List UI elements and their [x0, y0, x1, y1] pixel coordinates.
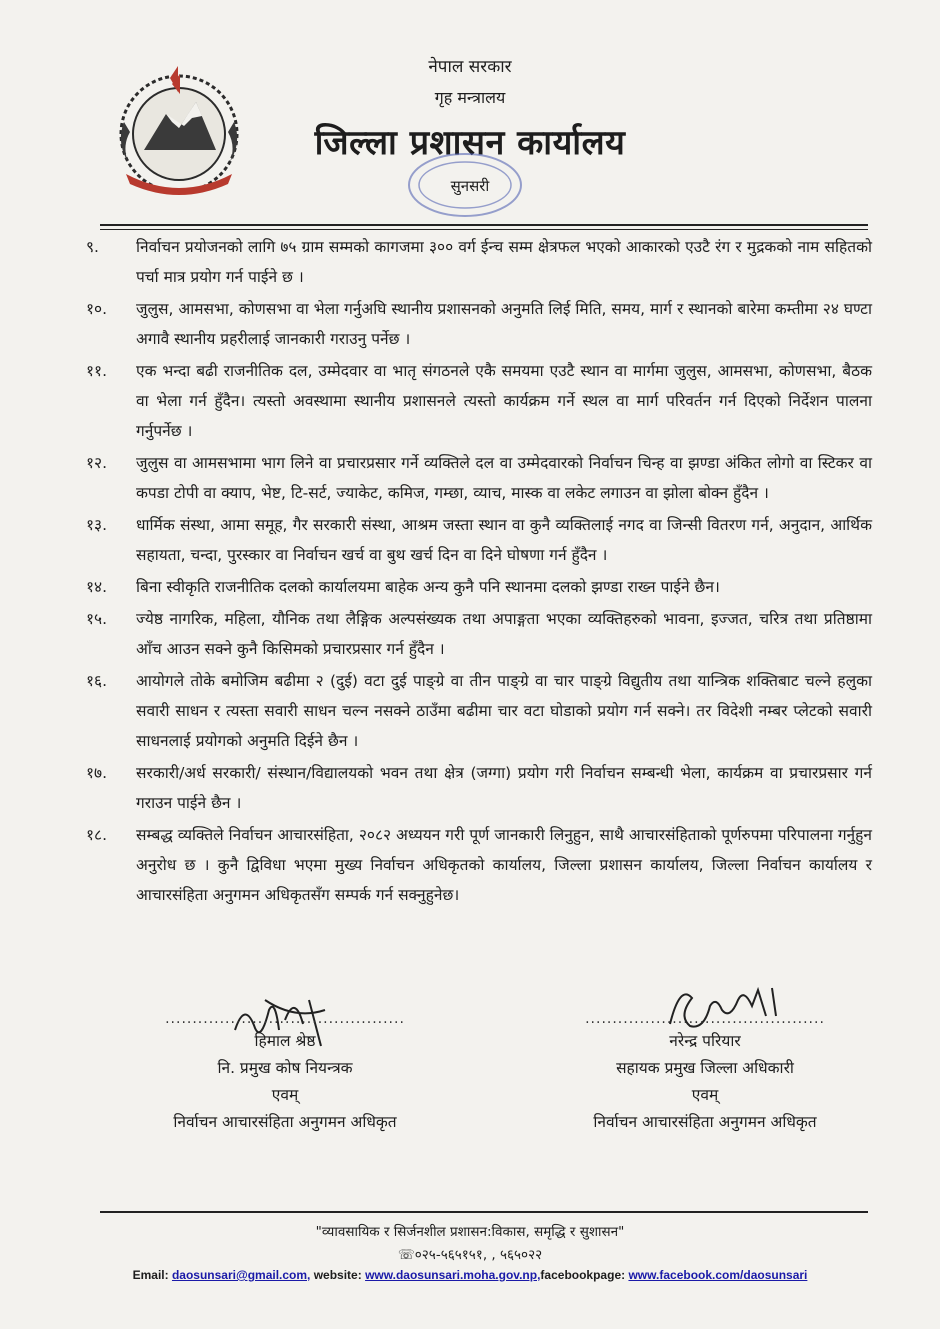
list-item [86, 604, 872, 664]
item-number: १६. [86, 672, 108, 690]
rules-list [86, 232, 872, 912]
item-text: सरकारी/अर्ध सरकारी/ संस्थान/विद्यालयको भवन तथा क्षेत्र (जग्गा) प्रयोग गरी निर्वाचन सम्बन्धी भेला, कार्यक्रम वा प्रचारप्रसार गर्न गराउन पाईने छैन । [136, 764, 872, 812]
item-text: धार्मिक संस्था, आमा समूह, गैर सरकारी संस्था, आश्रम जस्ता स्थान वा कुनै व्यक्तिलाई नगद वा जिन्सी वितरण गर्न, अनुदान, आर्थिक सहायता, चन्दा, पुरस्कार वा निर्वाचन खर्च वा बुथ खर्च दिन वा दिने घोषणा गर्न हुँदैन । [136, 516, 872, 564]
item-text: निर्वाचन प्रयोजनको लागि ७५ ग्राम सम्मको कागजमा ३०० वर्ग ईन्च सम्म क्षेत्रफल भएको आकारको एउटै रंग र मुद्रकको नाम सहितको पर्चा मात्र प्रयोग गर्न पाईने छ । [136, 238, 872, 286]
item-text: बिना स्वीकृति राजनीतिक दलको कार्यालयमा बाहेक अन्य कुनै पनि स्थानमा दलको झण्डा राख्न पाईने छैन। [136, 578, 720, 596]
email-link[interactable]: daosunsari@gmail.com, [171, 1268, 311, 1282]
footer-divider [100, 1211, 868, 1213]
signatory-right [540, 1006, 870, 1136]
facebook-label: facebookpage: [540, 1268, 629, 1282]
item-number: १८. [86, 826, 108, 844]
item-text: ज्येष्ठ नागरिक, महिला, यौनिक तथा लैङ्गिक अल्पसंख्यक तथा अपाङ्गता भएका व्यक्तिहरुको भावना, इज्जत, चरित्र तथा प्रतिष्ठामा आँच आउन सक्ने कुनै किसिमको प्रचारप्रसार गर्न हुँदैन । [136, 610, 872, 658]
ministry-name: गृह मन्त्रालय [434, 88, 506, 107]
office-stamp-icon [405, 150, 525, 220]
list-item [86, 448, 872, 508]
item-text: सम्बद्ध व्यक्तिले निर्वाचन आचारसंहिता, २०८२ अध्ययन गरी पूर्ण जानकारी लिनुहुन, साथै आचारसंहिताको पूर्णरुपमा परिपालना गर्नुहुन अनुरोध छ । कुनै द्विविधा भएमा मुख्य निर्वाचन अधिकृतको कार्यालय, जिल्ला प्रशासन कार्यालय, जिल्ला निर्वाचन कार्यालय र आचारसंहिता अनुगमन अधिकृतसँग सम्पर्क गर्न सक्नुहुनेछ। [136, 826, 872, 904]
website-label: website: [310, 1268, 366, 1282]
item-number: १३. [86, 516, 108, 534]
signatory-title: नि. प्रमुख कोष नियन्त्रक [217, 1059, 353, 1077]
signatory-conj: एवम् [271, 1086, 299, 1104]
signatory-role: निर्वाचन आचारसंहिता अनुगमन अधिकृत [593, 1113, 817, 1131]
header-divider [100, 224, 868, 226]
list-item [86, 232, 872, 292]
item-text: जुलुस वा आमसभामा भाग लिने वा प्रचारप्रसार गर्ने व्यक्तिले दल वा उम्मेदवारको निर्वाचन चिन्ह वा झण्डा अंकित लोगो वा स्टिकर वा कपडा टोपी वा क्याप, भेष्ट, टि-सर्ट, ज्याकेट, कमिज, गम्छा, व्याच, मास्क वा लकेट लगाउन वा झोला बोक्न हुँदैन । [136, 454, 872, 502]
signature-line: ............................................ [165, 1011, 405, 1027]
signatory-name: हिमाल श्रेष्ठ [254, 1032, 316, 1050]
item-number: १२. [86, 454, 108, 472]
signatory-name: नरेन्द्र परियार [669, 1032, 741, 1050]
footer-phone: ☏०२५-५६५१५१, , ५६५०२२ [397, 1247, 543, 1263]
list-item [86, 758, 872, 818]
email-label: Email: [132, 1268, 172, 1282]
signatory-title: सहायक प्रमुख जिल्ला अधिकारी [616, 1059, 794, 1077]
list-item [86, 356, 872, 446]
facebook-link[interactable]: www.facebook.com/daosunsari [628, 1268, 808, 1282]
item-number: ९. [86, 238, 99, 256]
item-text: आयोगले तोके बमोजिम बढीमा २ (दुई) वटा दुई पाङ्ग्रे वा तीन पाङ्ग्रे वा चार पाङ्ग्रे विद्युतीय तथा यान्त्रिक शक्तिबाट चल्ने हलुका सवारी साधन र त्यस्ता सवारी साधन चल्न नसक्ने ठाउँमा बढीमा चार वटा घोडाको प्रयोग गर्न सक्ने। तर विदेशी नम्बर प्लेटको सवारी साधनलाई प्रयोगको अनुमति दिईने छैन । [136, 672, 872, 750]
item-number: १०. [86, 300, 108, 318]
list-item [86, 294, 872, 354]
list-item [86, 510, 872, 570]
item-number: १५. [86, 610, 108, 628]
item-number: ११. [86, 362, 108, 380]
item-text: जुलुस, आमसभा, कोणसभा वा भेला गर्नुअघि स्थानीय प्रशासनको अनुमति लिई मिति, समय, मार्ग र स्थानको बारेमा कम्तीमा २४ घण्टा अगावै स्थानीय प्रहरीलाई जानकारी गराउनु पर्नेछ । [136, 300, 872, 348]
list-item [86, 666, 872, 756]
district-name: सुनसरी [450, 177, 490, 195]
list-item [86, 820, 872, 910]
list-item [86, 572, 872, 602]
government-name: नेपाल सरकार [428, 57, 512, 77]
item-number: १४. [86, 578, 108, 596]
header-divider-thin [100, 229, 868, 230]
signatory-conj: एवम् [691, 1086, 719, 1104]
website-link[interactable]: www.daosunsari.moha.gov.np, [365, 1268, 541, 1282]
item-number: १७. [86, 764, 108, 782]
item-text: एक भन्दा बढी राजनीतिक दल, उम्मेदवार वा भातृ संगठनले एकै समयमा एउटै स्थान वा मार्गमा जुलुस, आमसभा, कोणसभा, बैठक वा भेला गर्न हुँदैन। त्यस्तो अवस्थामा स्थानीय प्रशासनले त्यस्तो कार्यक्रम गर्ने स्थल वा मार्ग परिवर्तन गर्न दिएको निर्देशन पालना गर्नुपर्नेछ । [136, 362, 872, 440]
signature-line: ............................................ [585, 1011, 825, 1027]
signatory-role: निर्वाचन आचारसंहिता अनुगमन अधिकृत [173, 1113, 397, 1131]
office-title: जिल्ला प्रशासन कार्यालय [314, 123, 626, 163]
footer-motto: "व्यावसायिक र सिर्जनशील प्रशासन:विकास, समृद्धि र सुशासन" [315, 1224, 625, 1240]
footer-contact [0, 1268, 940, 1282]
signatory-left [140, 1006, 430, 1136]
